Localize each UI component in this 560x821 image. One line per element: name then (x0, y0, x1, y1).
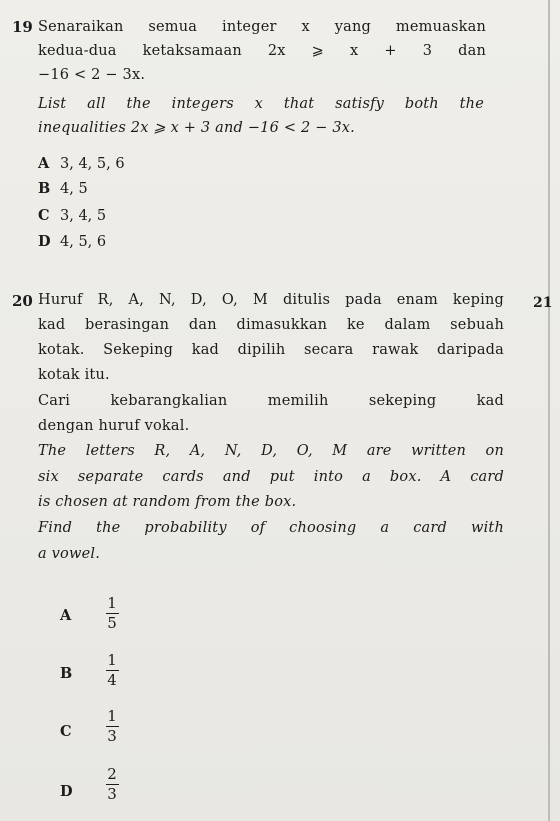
q20-option-a-numerator: 1 (107, 594, 117, 612)
page-fold (548, 0, 550, 821)
question-19-number: 19 (12, 18, 33, 36)
q20-option-b-numerator: 1 (107, 651, 117, 669)
q20-option-d-numerator: 2 (107, 765, 117, 783)
q19-english-line-1: List all the integers x that satisfy both the (38, 96, 484, 112)
q19-malay-line-2: kedua-dua ketaksamaan 2x ⩾ x + 3 dan (38, 43, 486, 59)
question-20-number: 20 (12, 292, 33, 310)
q20-option-a-denominator: 5 (107, 614, 117, 633)
q20-english-line-3: is chosen at random from the box. (38, 494, 297, 510)
q20-option-b-fraction (103, 652, 121, 689)
q20-english-line-2: six separate cards and put into a box. A card (38, 469, 504, 485)
q20-option-d-denominator: 3 (107, 785, 117, 804)
q20-malay-line-1: Huruf R, A, N, D, O, M ditulis pada enam keping (38, 292, 504, 308)
q20-option-c-fraction (103, 708, 121, 745)
q20-option-d-letter: D (60, 783, 73, 800)
q19-option-b: B 4, 5 (38, 180, 88, 197)
q20-malay-line-2: kad berasingan dan dimasukkan ke dalam sebuah (38, 317, 504, 333)
q20-option-a-fraction (103, 595, 121, 632)
q19-english-line-2: inequalities 2x ⩾ x + 3 and −16 < 2 − 3x. (38, 120, 355, 136)
next-question-number-partial: 21 (533, 295, 553, 311)
q20-english-line-1: The letters R, A, N, D, O, M are written on (38, 443, 504, 459)
q20-malay-line-5: Cari kebarangkalian memilih sekeping kad (38, 393, 504, 409)
q20-malay-line-4: kotak itu. (38, 367, 110, 383)
q19-option-c: C 3, 4, 5 (38, 207, 107, 224)
q20-malay-line-6: dengan huruf vokal. (38, 418, 190, 434)
q19-option-d: D 4, 5, 6 (38, 233, 107, 250)
q20-english-line-5: a vowel. (38, 546, 101, 562)
q20-option-d-fraction (103, 766, 121, 803)
q20-option-c-letter: C (60, 723, 72, 740)
q20-option-c-numerator: 1 (107, 707, 117, 725)
q20-malay-line-3: kotak. Sekeping kad dipilih secara rawak daripada (38, 342, 504, 358)
q20-option-b-letter: B (60, 665, 73, 682)
q20-option-b-denominator: 4 (107, 671, 117, 690)
q19-malay-line-1: Senaraikan semua integer x yang memuaskan (38, 19, 486, 35)
q20-option-c-denominator: 3 (107, 727, 117, 746)
q20-english-line-4: Find the probability of choosing a card with (38, 520, 504, 536)
q20-option-a-letter: A (60, 607, 72, 624)
q19-option-a: A 3, 4, 5, 6 (38, 155, 125, 172)
q19-malay-line-3: −16 < 2 − 3x. (38, 67, 146, 83)
